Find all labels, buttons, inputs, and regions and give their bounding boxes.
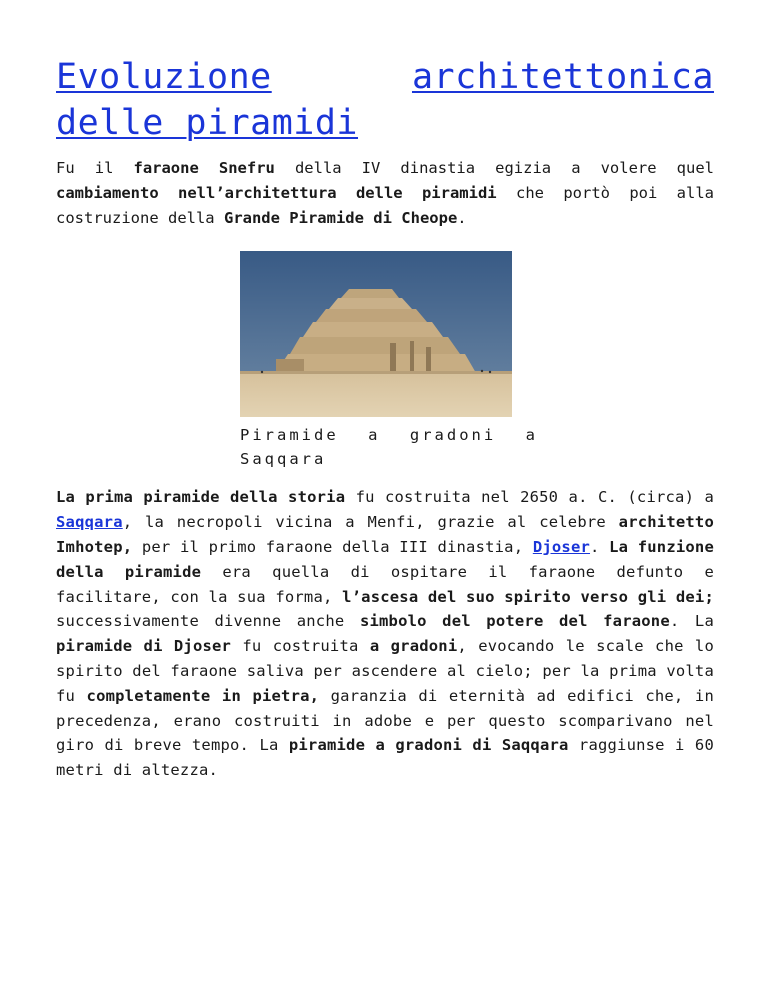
caption-word: a [525, 426, 538, 445]
body-paragraph [56, 485, 714, 783]
text: fu costruita [231, 637, 370, 656]
text: , la necropoli vicina a Menfi, grazie al celebre [122, 513, 619, 532]
bold-text: faraone Snefru [133, 159, 275, 177]
bold-text: l’ascesa del suo spirito verso gli dei; [342, 587, 714, 606]
title-link[interactable] [56, 54, 714, 143]
bold-text: piramide di Djoser [56, 637, 232, 656]
text: per il primo faraone della III dinastia, [132, 537, 533, 556]
caption-word: gradoni [409, 426, 497, 445]
bold-text: La prima piramide della storia [56, 488, 346, 507]
text: era quella di ospitare il faraone defunto e facilitare, con la sua forma, [56, 562, 714, 606]
text: che portò poi alla costruzione della [56, 183, 714, 227]
caption-word: Piramide [240, 426, 339, 445]
text: , evocando le scale che lo spirito del faraone saliva per ascendere al cielo; per la prima volta fu [56, 637, 714, 705]
text: garanzia di eternità ad edifici che, in precedenza, erano costruiti in adobe e per questo scomparivano nel giro di breve tempo. La [56, 686, 714, 755]
text: successivamente divenne anche [56, 612, 360, 631]
text: Fu il [56, 159, 134, 177]
article [56, 54, 714, 783]
bold-text: simbolo del potere del faraone [359, 612, 670, 631]
text: fu costruita nel 2650 a. C. (circa) a [345, 488, 714, 507]
bold-text: a gradoni [369, 637, 458, 656]
bold-text: Grande Piramide di Cheope [223, 208, 458, 227]
text: della IV dinastia egizia a volere quel [274, 159, 714, 177]
bold-text: cambiamento nell’architettura delle piramidi [56, 183, 497, 202]
djoser-link[interactable]: Djoser [532, 537, 591, 556]
page-title [56, 54, 714, 146]
title-line-1 [56, 54, 714, 100]
bold-text: completamente in pietra, [86, 686, 320, 705]
step-pyramid-photo [240, 251, 512, 417]
text: . La [669, 612, 714, 631]
caption-line-2: Saqqara [240, 450, 327, 469]
title-line-2: delle piramidi [56, 103, 359, 143]
figure [240, 251, 538, 471]
bold-text: piramide a gradoni di Saqqara [288, 736, 569, 755]
caption-word: a [368, 426, 381, 445]
figure-caption [240, 423, 538, 471]
saqqara-link[interactable]: Saqqara [56, 513, 123, 532]
caption-line-1 [240, 423, 538, 447]
bold-text: architetto Imhotep, [56, 513, 714, 556]
bold-text: La funzione della piramide [56, 537, 714, 581]
text: . [590, 537, 610, 556]
text: raggiunse i 60 metri di altezza. [56, 736, 714, 780]
text: . [457, 208, 467, 227]
title-word-1: Evoluzione [56, 57, 272, 97]
title-word-2: architettonica [411, 57, 714, 97]
intro-paragraph [56, 156, 714, 230]
